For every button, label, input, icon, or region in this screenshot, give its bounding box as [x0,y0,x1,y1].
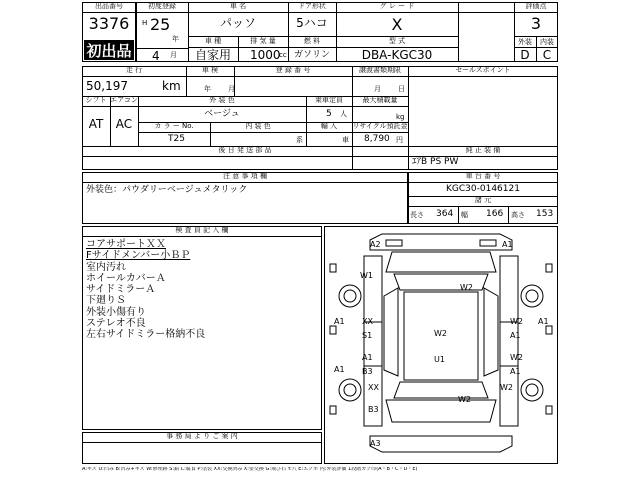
capacity-unit: 人 [340,110,347,118]
height-label: 高さ [511,211,525,219]
model-label: 型 式 [388,37,406,45]
inspector-note: ステレオ不良 [86,318,146,330]
inspection-year-unit: 年 [204,85,211,93]
inspector-label: 検 査 員 記 入 欄 [175,226,229,234]
mileage-unit: km [162,79,181,93]
dimensions-label: 諸 元 [474,196,492,204]
plate-label: 登 録 番 号 [275,66,311,74]
exterior-label: 外装 [518,38,532,46]
width-label: 幅 [461,211,468,219]
sales-point-label: セールスポイント [455,66,511,74]
reg-year-unit: 年 [172,35,179,43]
dmg-xx-1: XX [362,317,373,326]
model-value: DBA-KGC30 [361,48,433,62]
inspection-label: 車 検 [201,66,219,74]
chassis-number: KGC30-0146121 [446,184,520,194]
door-value: 5ハコ [296,16,328,30]
inspector-note: ホイールカバーＡ [86,272,166,284]
grade-value: X [391,15,403,34]
color-no-value: T25 [168,134,185,144]
car-name-label: 車 名 [229,2,247,10]
color-label: 外 装 色 [209,96,235,104]
dmg-a3: A3 [370,439,381,448]
interior-label: 内装 [540,38,554,46]
score-label: 評価点 [525,2,547,10]
inspector-note: コアサポートＸＸ [86,239,166,250]
mileage-value: 50,197 [86,79,128,93]
dmg-s1: S1 [362,331,373,340]
later-parts-label: 後 日 発 送 部 品 [218,146,272,154]
dmg-a1-right2: A1 [510,367,521,376]
dmg-w2-top: W2 [460,283,473,292]
load-unit: kg [396,113,405,121]
import-value: 車 [342,136,349,144]
lot-number: 3376 [88,14,130,33]
color-no-label: カ ラ ー No. [154,122,194,130]
dmg-w1-left: W1 [360,271,373,280]
lot-label: 出品番号 [95,2,123,10]
chassis-label: 車 台 番 号 [465,172,501,180]
ac-label: エアコン [110,96,138,104]
dmg-w2-bottom: W2 [458,395,471,404]
equipment-value: ｴｱB PS PW [412,157,459,167]
dmg-u1: U1 [434,355,445,364]
dmg-a1-far-right: A1 [538,317,549,326]
capacity-value: 5 [326,109,332,119]
color-value: ベージュ [204,109,240,119]
width-value: 166 [486,209,504,219]
score-value: 3 [530,14,542,33]
capacity-label: 乗車定員 [315,96,343,104]
displacement-value: 1000 [250,48,281,62]
dmg-b3-left: B3 [362,367,373,376]
grade-label: グ レ ー ド [379,2,415,10]
dmg-a1-bottom-left: A1 [334,365,345,374]
shift-label: シフト [85,96,107,104]
dmg-a1-mid-left: A1 [362,353,373,362]
inspector-notes-list [86,239,318,341]
dmg-a1-top: A1 [502,240,513,249]
recycle-unit: 円 [396,136,403,144]
dmg-w2-right: W2 [510,317,523,326]
dmg-w2-mid: W2 [434,329,447,338]
displacement-unit: cc [279,51,287,59]
era: H [142,19,148,27]
dmg-xx-2: XX [368,383,379,392]
deadline-month: 月 [374,85,381,93]
legend-text: A:キズ U:凹み B:凹み+キズ W:修理跡 S:錆 C:腐食 P:塗装 XX:交換済み X:要交換 G:飛び石 Y:穴 E:エクボ 内:外装評価 1段階カク印(A・B・C・D・E) [82,467,418,472]
dmg-a1-left: A1 [334,317,345,326]
mileage-label: 走 行 [125,66,143,74]
dmg-a1-right: A1 [510,331,521,340]
displacement-label: 排 気 量 [250,37,276,45]
ac-value: AC [115,117,133,131]
recycle-value: 8,790 [364,134,390,144]
load-label: 最大積載量 [362,96,398,104]
exterior-score: D [520,48,530,62]
inspector-note: サイドミラーＡ [86,284,156,296]
deadline-label: 譲渡書類期限 [359,66,401,74]
dmg-b3-low: B3 [368,405,379,414]
inspection-month-unit: 月 [228,85,235,93]
inspector-note: 室内汚れ [86,261,126,273]
inspector-note: 外装小傷有り [86,306,146,318]
deadline-day: 日 [398,85,405,93]
car-name: パッソ [219,16,256,30]
fuel-value: ガソリン [293,50,330,60]
first-reg-label: 初度登録 [148,2,176,10]
shift-value: AT [88,117,104,131]
length-value: 364 [436,209,454,219]
dmg-w2-right2: W2 [510,353,523,362]
trim-unit: 系 [296,136,303,144]
height-value: 153 [536,209,554,219]
notes-label: 注 意 事 項 欄 [223,172,267,180]
recycle-label: リサイクル預託金 [352,122,408,130]
length-label: 長さ [410,211,424,219]
dmg-a2-top: A2 [370,240,381,249]
notes-text: 外装色：パウダリーベージュメタリック [86,185,248,195]
inspector-note: 下廻りＳ [86,295,126,307]
office-label: 事 務 局 よ り ご 案 内 [166,432,238,440]
fuel-label: 燃 料 [303,37,321,45]
trim-label: 内 装 色 [245,122,271,130]
car-diagram [324,226,558,464]
equipment-label: 純 正 装 備 [465,146,501,154]
first-listing-badge: 初出品 [84,40,134,60]
import-label: 輸 入 [320,122,338,130]
reg-year: 25 [150,15,171,34]
interior-score: C [542,48,552,62]
door-label: ドア形状 [298,2,326,10]
vehicle-type-label: 車 種 [204,37,222,45]
inspector-note: 左右サイドミラー格納不良 [86,329,206,341]
reg-month-unit: 月 [170,51,177,59]
reg-month: 4 [152,49,160,63]
vehicle-type: 自家用 [194,48,231,62]
dmg-w2-low-right: W2 [500,383,513,392]
inspector-note: Fサイドメンバー小ＢＰ [86,250,191,262]
